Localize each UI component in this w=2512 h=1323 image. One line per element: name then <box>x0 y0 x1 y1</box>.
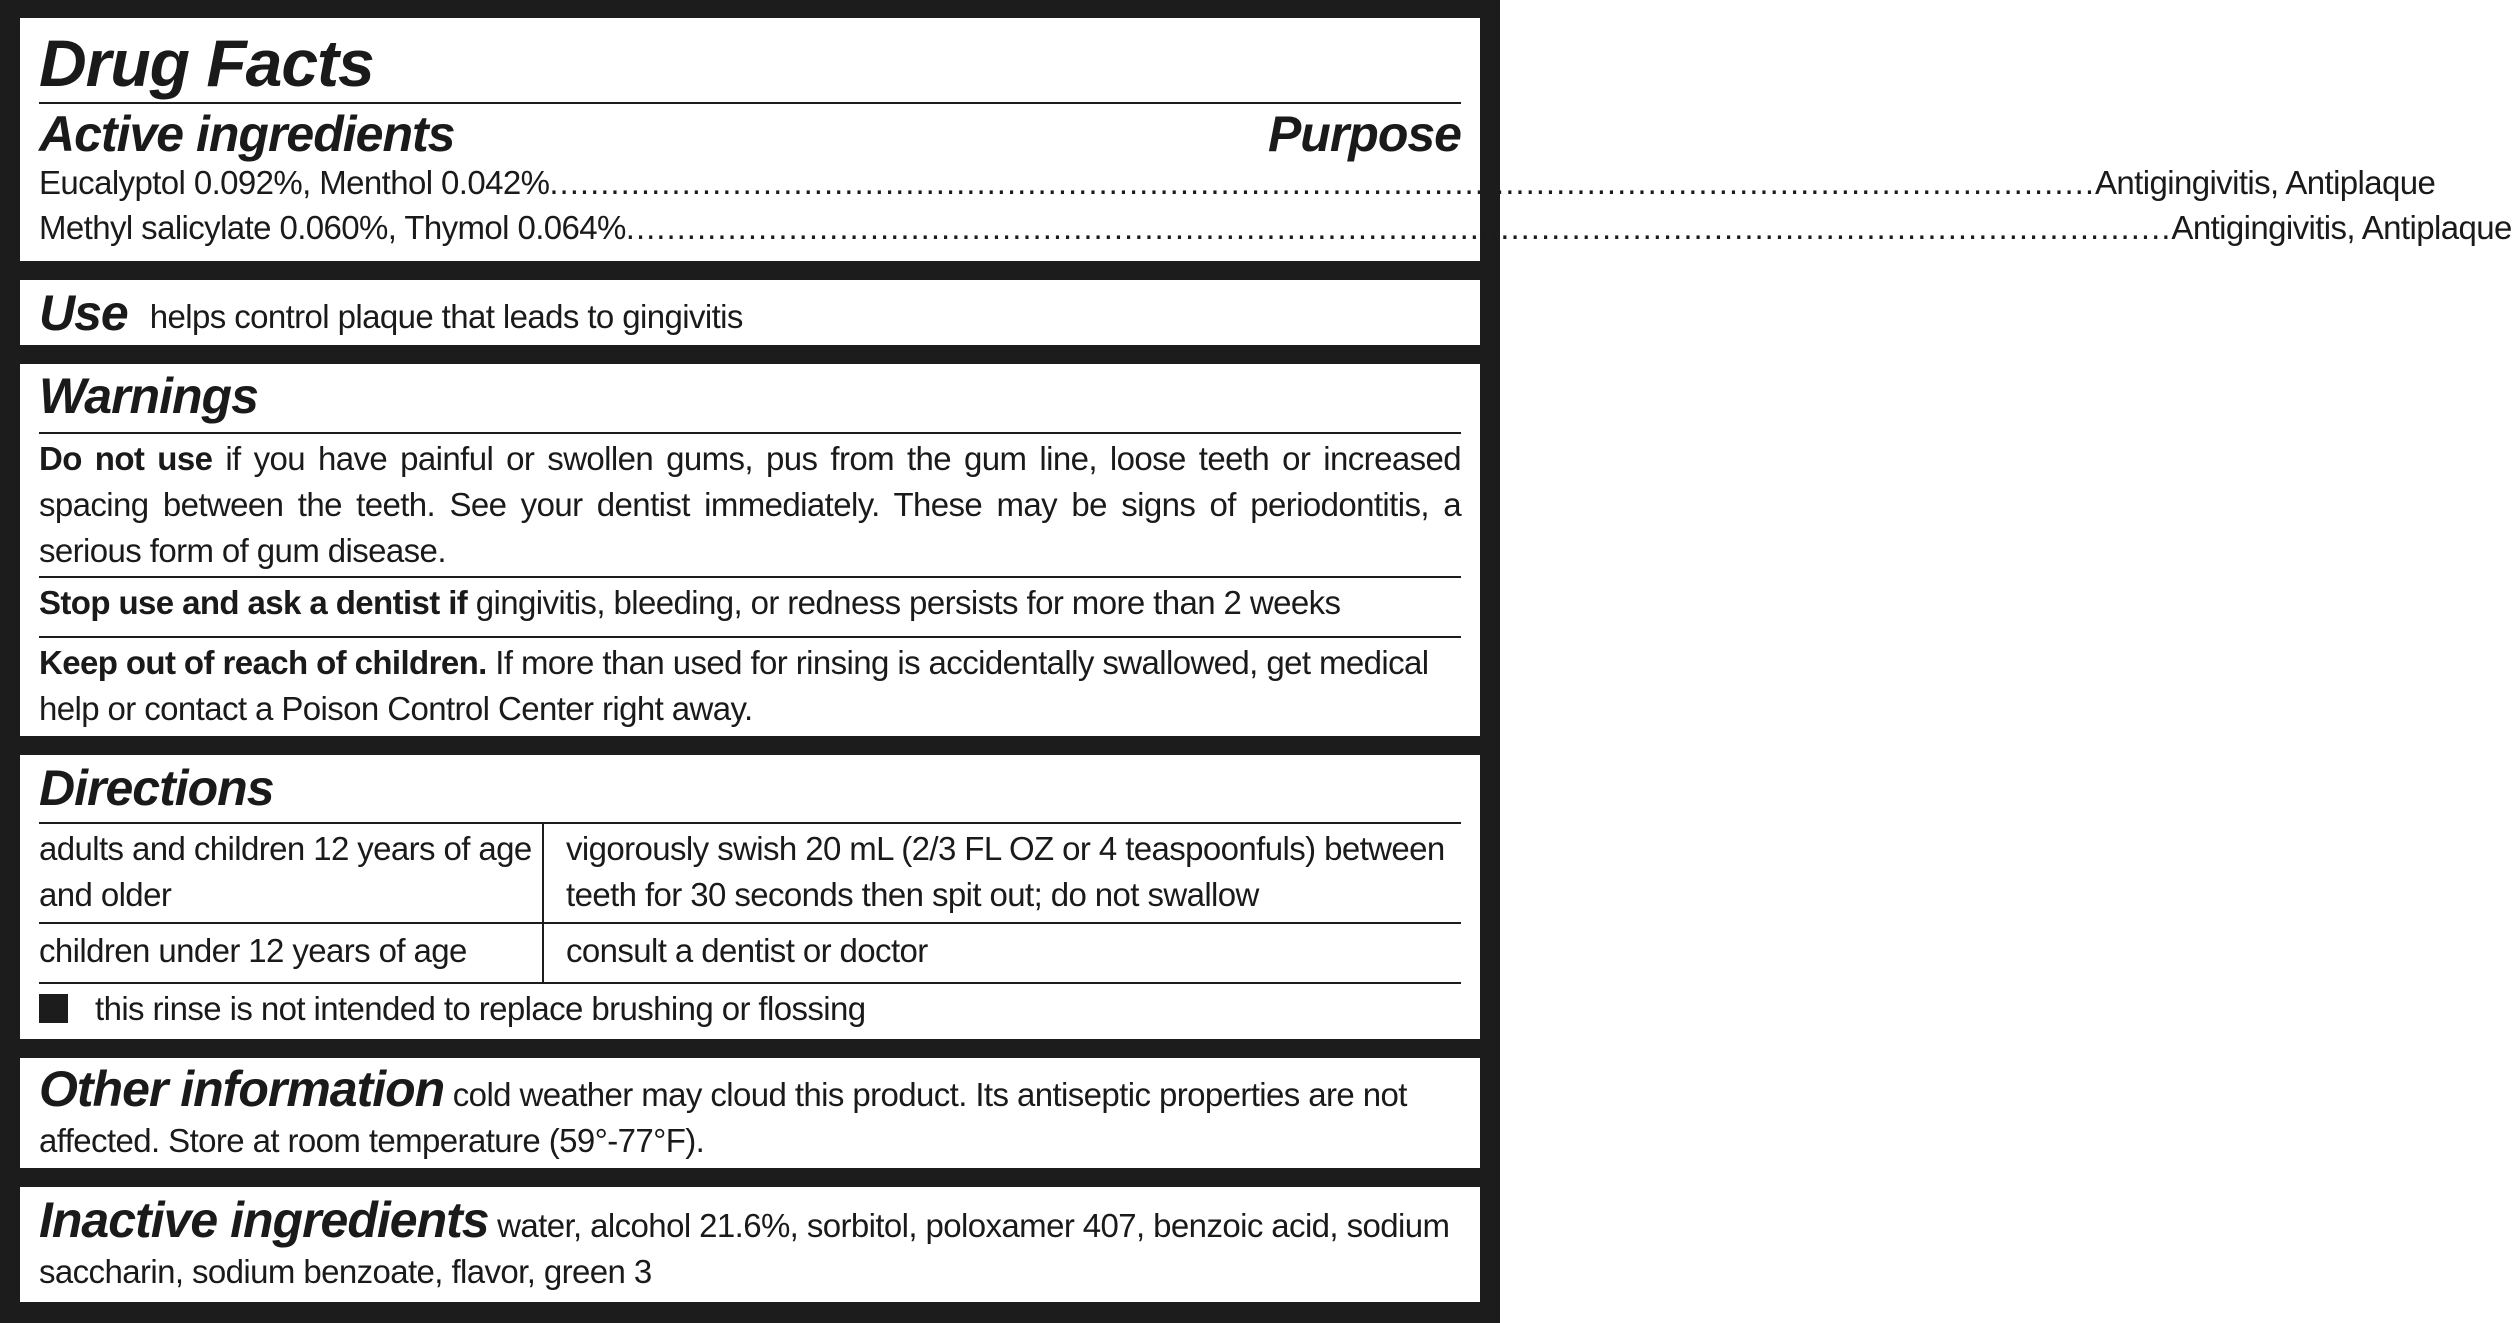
use-text: helps control plaque that leads to gingivitis <box>149 297 743 335</box>
warnings-heading: Warnings <box>39 368 258 424</box>
stop-use-paragraph <box>39 578 1461 636</box>
directions-who-cell: children under 12 years of age <box>39 924 544 982</box>
directions-note-text: this rinse is not intended to replace brushing or flossing <box>95 990 866 1027</box>
active-row <box>39 160 2436 205</box>
ingredient-purpose: Antigingivitis, Antiplaque <box>2171 209 2512 246</box>
warnings-panel <box>20 364 1480 736</box>
other-information-heading: Other information <box>39 1061 445 1117</box>
do-not-use-label: Do not use <box>39 440 213 477</box>
drug-facts-title: Drug Facts <box>39 26 374 100</box>
purpose-heading: Purpose <box>1267 106 1461 162</box>
directions-who-cell: adults and children 12 years of age and older <box>39 824 544 922</box>
leader-dots: ........................................................................................................................................................ <box>549 164 2095 201</box>
use-heading: Use <box>39 284 128 341</box>
active-ingredients-heading: Active ingredients <box>39 106 455 162</box>
ingredient-name: Eucalyptol 0.092%, Menthol 0.042% <box>39 164 550 201</box>
do-not-use-text: if you have painful or swollen gums, pus from the gum line, loose teeth or increased spacing between the teeth. See your dentist immediately. These may be signs of periodontitis, a serious form of gum disease. <box>39 440 1461 569</box>
directions-note <box>39 984 1461 1032</box>
bullet-square-icon <box>39 994 68 1023</box>
ingredient-name: Methyl salicylate 0.060%, Thymol 0.064% <box>39 209 626 246</box>
keep-out-paragraph <box>39 638 1461 732</box>
directions-heading: Directions <box>39 760 274 816</box>
inactive-ingredients-heading: Inactive ingredients <box>39 1192 489 1248</box>
other-information-text: cold weather may cloud this product. Its antiseptic properties are not affected. Store at room temperature (59°-77°F). <box>39 1076 1407 1159</box>
leader-dots: ........................................................................................................................................................ <box>625 209 2172 246</box>
other-information-panel <box>20 1058 1480 1168</box>
use-panel <box>20 280 1480 345</box>
ingredient-purpose: Antigingivitis, Antiplaque <box>2095 164 2436 201</box>
directions-table <box>39 824 1461 922</box>
stop-use-text: gingivitis, bleeding, or redness persists for more than 2 weeks <box>467 584 1341 621</box>
active-ingredients-panel <box>20 18 2512 261</box>
directions-panel <box>20 755 1480 1039</box>
do-not-use-paragraph <box>39 434 1461 576</box>
keep-out-label: Keep out of reach of children. <box>39 644 487 681</box>
active-row <box>39 205 2512 250</box>
other-information-paragraph <box>39 1058 1461 1164</box>
active-header-row <box>39 104 1461 160</box>
directions-table <box>39 924 1461 982</box>
inactive-ingredients-text: water, alcohol 21.6%, sorbitol, poloxamer 407, benzoic acid, sodium saccharin, sodium benzoate, flavor, green 3 <box>39 1207 1450 1290</box>
directions-what-cell: consult a dentist or doctor <box>566 932 928 969</box>
inactive-ingredients-panel <box>20 1187 1480 1302</box>
stop-use-label: Stop use and ask a dentist if <box>39 584 468 621</box>
inactive-ingredients-paragraph <box>39 1187 1461 1295</box>
directions-what-cell: vigorously swish 20 mL (2/3 FL OZ or 4 teaspoonfuls) between teeth for 30 seconds then spit out; do not swallow <box>566 830 1445 913</box>
keep-out-text: If more than used for rinsing is accidentally swallowed, get medical help or contact a Poison Control Center right away. <box>39 644 1429 727</box>
